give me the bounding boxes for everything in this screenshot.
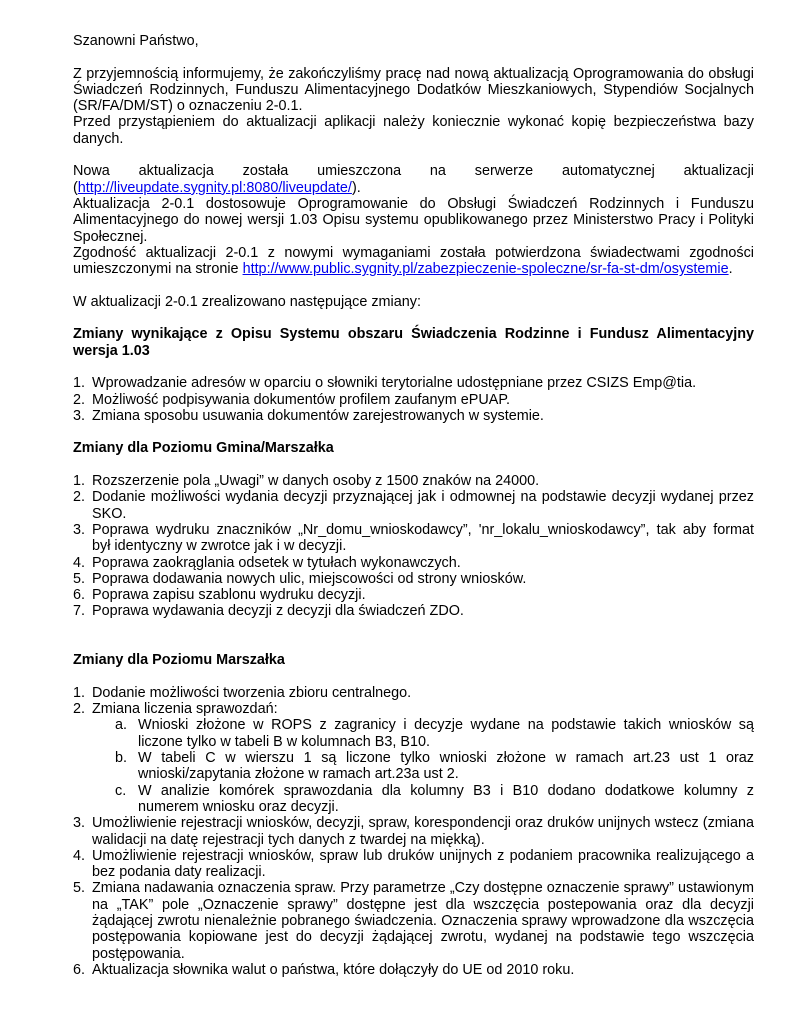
spacer [73,277,754,293]
list-text: Zmiana sposobu usuwania dokumentów zarejestrowanych w systemie. [92,407,544,424]
list-text: Zmiana nadawania oznaczenia spraw. Przy parametrze „Czy dostępne oznaczenie sprawy” ustawionym na „TAK” pole „Oznaczenie sprawy” dostępne jest dla wszczęcia postepowania oraz dla decyzji żądającej zwrotu nienależnie pobranego świadczenia. Oznaczenia sprawy wprowadzone dla wszczęcia postępowania kopiowane jest do decyzji żądającej zwrotu, wydanej na podstawie tego wszczęcia postępowania. [92,880,754,962]
spacer [73,636,754,652]
list-number: 1. [73,473,86,490]
list-item [73,555,754,571]
sublist-item [115,783,754,816]
spacer [73,359,754,375]
sublist-letter: b. [115,750,128,767]
list-text: Poprawa zapisu szablonu wydruku decyzji. [92,587,366,604]
list-number: 2. [73,391,86,408]
section-2-list [73,473,754,620]
update-description: Aktualizacja 2-0.1 dostosowuje Oprogramowanie do Obsługi Świadczeń Rodzinnych i Funduszu Alimentacyjnego do nowej wersji 1.03 Opisu systemu opublikowanego przez Ministerstwo Pracy i Polityki Społecznej. [73,195,754,245]
list-item [73,603,754,619]
compliance-paragraph [73,245,754,278]
intro-paragraph-1: Z przyjemnością informujemy, że zakończyliśmy pracę nad nową aktualizacją Oprogramowania do obsługi Świadczeń Rodzinnych, Funduszu Alimentacyjnego Dodatków Mieszkaniowych, Stypendiów Socjalnych (SR/FA/DM/ST) o oznaczeniu 2-0.1. [73,65,754,115]
list-item [73,701,754,717]
list-number: 1. [73,375,86,392]
sublist-text: Wnioski złożone w ROPS z zagranicy i decyzje wydane na podstawie takich wniosków są liczone tylko w tabeli B w kolumnach B3, B10. [138,717,754,750]
list-item [73,392,754,408]
list-item [73,522,754,555]
list-item [73,489,754,522]
list-number: 4. [73,847,86,864]
list-number: 7. [73,603,86,620]
spacer [73,49,754,65]
list-text: Umożliwienie rejestracji wniosków, spraw lub druków unijnych z podaniem pracownika realizującego a bez podania daty realizacji. [92,847,754,881]
list-text: Wprowadzanie adresów w oparciu o słowniki terytorialne udostępniane przez CSIZS Emp@tia. [92,375,697,392]
list-text: Rozszerzenie pola „Uwagi” w danych osoby z 1500 znaków na 24000. [92,473,540,490]
list-number: 3. [73,521,86,538]
list-number: 5. [73,570,86,587]
list-number: 6. [73,961,86,978]
server-paragraph [73,163,754,196]
spacer [73,620,754,636]
list-item [73,815,754,848]
sublist-letter: a. [115,717,128,734]
compliance-link[interactable]: http://www.public.sygnity.pl/zabezpieczenie-spoleczne/sr-fa-st-dm/osystemie [242,261,729,278]
list-number: 2. [73,701,86,718]
server-text-end: ). [351,179,361,196]
changes-intro: W aktualizacji 2-0.1 zrealizowano następujące zmiany: [73,293,421,310]
intro-paragraph-2: Przed przystąpieniem do aktualizacji aplikacji należy koniecznie wykonać kopię bezpieczeństwa bazy danych. [73,114,754,147]
sublist-item [115,750,754,783]
liveupdate-link[interactable]: http://liveupdate.sygnity.pl:8080/liveupdate/ [77,179,352,196]
section-3-sublist [73,717,754,815]
list-item [73,685,754,701]
list-number: 3. [73,815,86,832]
section-1-heading: Zmiany wynikające z Opisu Systemu obszaru Świadczenia Rodzinne i Fundusz Alimentacyjny wersja 1.03 [73,326,754,359]
list-number: 6. [73,587,86,604]
list-text: Dodanie możliwości wydania decyzji przyznającej jak i odmownej na podstawie decyzji wydanej przez SKO. [92,489,754,522]
list-text: Możliwość podpisywania dokumentów profilem zaufanym ePUAP. [92,391,511,408]
list-number: 3. [73,407,86,424]
server-text: Nowa aktualizacja została umieszczona na serwerze automatycznej aktualizacji ( [73,163,754,196]
spacer [73,147,754,163]
list-item [73,375,754,391]
list-text: Poprawa wydruku znaczników „Nr_domu_wnioskodawcy”, 'nr_lokalu_wnioskodawcy”, tak aby format był identyczny w zwrotce jak i w decyzji. [92,521,754,555]
spacer [73,310,754,326]
list-text: Poprawa zaokrąglania odsetek w tytułach wykonawczych. [92,554,461,571]
greeting: Szanowni Państwo, [73,33,199,49]
list-text: Zmiana liczenia sprawozdań: [92,701,278,718]
spacer [73,424,754,440]
section-1-list [73,375,754,424]
list-item [73,880,754,961]
sublist-item [115,717,754,750]
list-item [73,408,754,424]
list-item [73,848,754,881]
list-text: Poprawa dodawania nowych ulic, miejscowości od strony wniosków. [92,570,527,587]
sublist-letter: c. [115,782,127,799]
sublist-text: W analizie komórek sprawozdania dla kolumny B3 i B10 dodano dodatkowe kolumny z numerem wniosku oraz decyzji. [138,782,754,815]
list-number: 5. [73,880,86,897]
list-text: Aktualizacja słownika walut o państwa, które dołączyły do UE od 2010 roku. [92,961,575,978]
list-item [73,571,754,587]
list-number: 2. [73,489,86,506]
sublist-text: W tabeli C w wierszu 1 są liczone tylko wnioski złożone w ramach art.23 ust 1 oraz wnioski/zapytania złożone w ramach art.23a ust 2. [138,750,754,783]
spacer [73,669,754,685]
section-3-heading: Zmiany dla Poziomu Marszałka [73,652,285,669]
list-item [73,962,754,978]
list-text: Poprawa wydawania decyzji z decyzji dla świadczeń ZDO. [92,603,464,620]
spacer [73,457,754,473]
list-text: Umożliwienie rejestracji wniosków, decyzji, spraw, korespondencji oraz druków unijnych wstecz (zmiana walidacji na datę rejestracji tych danych z twardej na miękką). [92,815,754,848]
list-number: 4. [73,554,86,571]
section-3-list-continued [73,815,754,978]
compliance-text: Zgodność aktualizacji 2-0.1 z nowymi wymaganiami została potwierdzona świadectwami zgodności umieszczonymi na stronie [73,244,754,278]
section-2-heading: Zmiany dla Poziomu Gmina/Marszałka [73,440,334,457]
compliance-text-end: . [728,261,733,278]
list-number: 1. [73,684,86,701]
list-text: Dodanie możliwości tworzenia zbioru centralnego. [92,684,412,701]
section-3-list [73,685,754,718]
list-item [73,473,754,489]
list-item [73,587,754,603]
